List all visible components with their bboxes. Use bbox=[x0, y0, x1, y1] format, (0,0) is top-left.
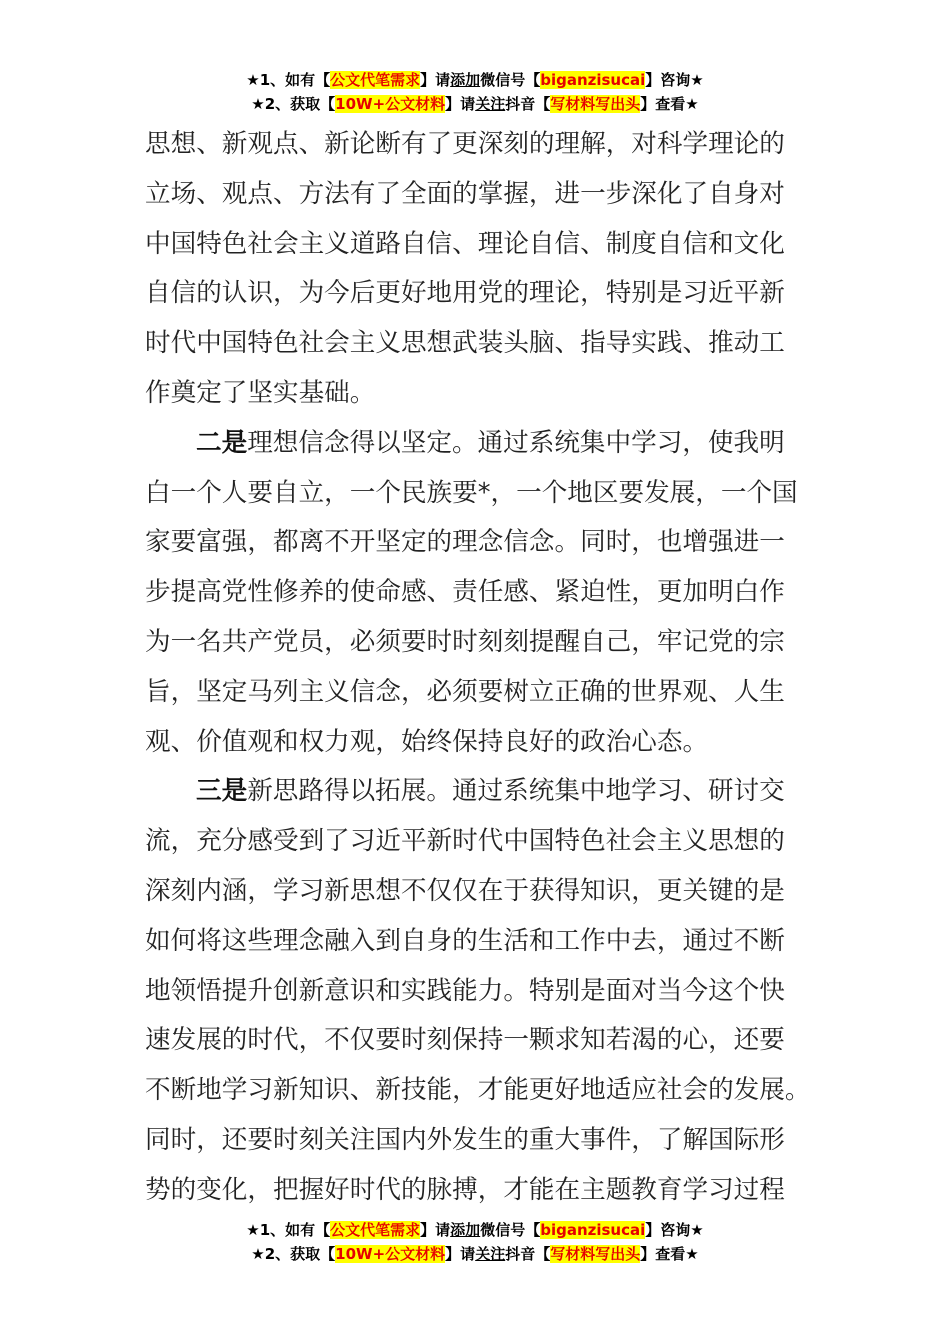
paragraph-lead: 三是 bbox=[196, 776, 248, 807]
star-icon: ★ bbox=[251, 1245, 265, 1263]
star-icon: ★ bbox=[246, 1221, 260, 1239]
footer-line-1: ★1、如有【公文代笔需求】请添加微信号【biganzisucai】咨询★ bbox=[246, 1221, 704, 1239]
text-line: 旨，坚定马列主义信念，必须要树立正确的世界观、人生 bbox=[145, 676, 785, 707]
text-line: 深刻内涵，学习新思想不仅仅在于获得知识，更关键的是 bbox=[145, 875, 785, 906]
text-line: 立场、观点、方法有了全面的掌握，进一步深化了自身对 bbox=[145, 178, 785, 209]
text-line: 白一个人要自立，一个民族要*，一个地区要发展，一个国 bbox=[145, 477, 798, 508]
text-line: 二是理想信念得以坚定。通过系统集中学习，使我明 bbox=[196, 427, 785, 458]
highlight-text: 公文代笔需求 bbox=[330, 1221, 421, 1239]
paragraph-3 bbox=[145, 767, 811, 1215]
underlined-text: 关注 bbox=[475, 1245, 506, 1263]
wechat-id: biganzisucai bbox=[540, 1221, 646, 1239]
text-line: 家要富强，都离不开坚定的理念信念。同时，也增强进一 bbox=[145, 527, 785, 558]
paragraph-1 bbox=[145, 120, 805, 419]
text-line: 思想、新观点、新论断有了更深刻的理解，对科学理论的 bbox=[145, 129, 785, 159]
text-line: 时代中国特色社会主义思想武装头脑、指导实践、推动工 bbox=[145, 328, 785, 359]
douyin-account: 写材料写出头 bbox=[550, 95, 641, 113]
star-icon: ★ bbox=[685, 1245, 699, 1263]
star-icon: ★ bbox=[690, 1221, 704, 1239]
highlight-text: 公文代笔需求 bbox=[330, 71, 421, 89]
highlight-text: 10W+公文材料 bbox=[335, 95, 446, 113]
underlined-text: 添加 bbox=[450, 71, 481, 89]
text-line: 不断地学习新知识、新技能，才能更好地适应社会的发展。 bbox=[145, 1075, 811, 1106]
text-line: 作奠定了坚实基础。 bbox=[145, 377, 376, 408]
text-line: 自信的认识，为今后更好地用党的理论，特别是习近平新 bbox=[145, 278, 785, 309]
text-line: 势的变化，把握好时代的脉搏，才能在主题教育学习过程 bbox=[145, 1174, 785, 1205]
text-line: 为一名共产党员，必须要时时刻刻提醒自己，牢记党的宗 bbox=[145, 626, 785, 657]
text-line: 速发展的时代，不仅要时刻保持一颗求知若渴的心，还要 bbox=[145, 1025, 785, 1056]
wechat-id: biganzisucai bbox=[540, 71, 646, 89]
text-line: 步提高党性修养的使命感、责任感、紧迫性，更加明白作 bbox=[145, 577, 785, 608]
text-line: 如何将这些理念融入到自身的生活和工作中去，通过不断 bbox=[145, 925, 785, 956]
text-line: 同时，还要时刻关注国内外发生的重大事件，了解国际形 bbox=[145, 1124, 785, 1155]
header-banner bbox=[0, 68, 950, 116]
footer-banner bbox=[0, 1218, 950, 1266]
footer-line-2: ★2、获取【10W+公文材料】请关注抖音【写材料写出头】查看★ bbox=[251, 1245, 699, 1263]
text-line: 中国特色社会主义道路自信、理论自信、制度自信和文化 bbox=[145, 228, 785, 259]
document-body bbox=[145, 120, 811, 1216]
underlined-text: 添加 bbox=[450, 1221, 481, 1239]
star-icon: ★ bbox=[246, 71, 260, 89]
star-icon: ★ bbox=[690, 71, 704, 89]
paragraph-lead: 二是 bbox=[196, 427, 248, 458]
highlight-text: 10W+公文材料 bbox=[335, 1245, 446, 1263]
paragraph-2 bbox=[145, 419, 805, 768]
douyin-account: 写材料写出头 bbox=[550, 1245, 641, 1263]
header-line-2: ★2、获取【10W+公文材料】请关注抖音【写材料写出头】查看★ bbox=[251, 95, 699, 113]
star-icon: ★ bbox=[251, 95, 265, 113]
header-line-1: ★1、如有【公文代笔需求】请添加微信号【biganzisucai】咨询★ bbox=[246, 71, 704, 89]
text-line: 地领悟提升创新意识和实践能力。特别是面对当今这个快 bbox=[145, 975, 785, 1006]
text-line: 流，充分感受到了习近平新时代中国特色社会主义思想的 bbox=[145, 826, 785, 857]
underlined-text: 关注 bbox=[475, 95, 506, 113]
text-line: 三是新思路得以拓展。通过系统集中地学习、研讨交 bbox=[196, 776, 785, 807]
star-icon: ★ bbox=[685, 95, 699, 113]
text-line: 观、价值观和权力观，始终保持良好的政治心态。 bbox=[145, 726, 709, 757]
